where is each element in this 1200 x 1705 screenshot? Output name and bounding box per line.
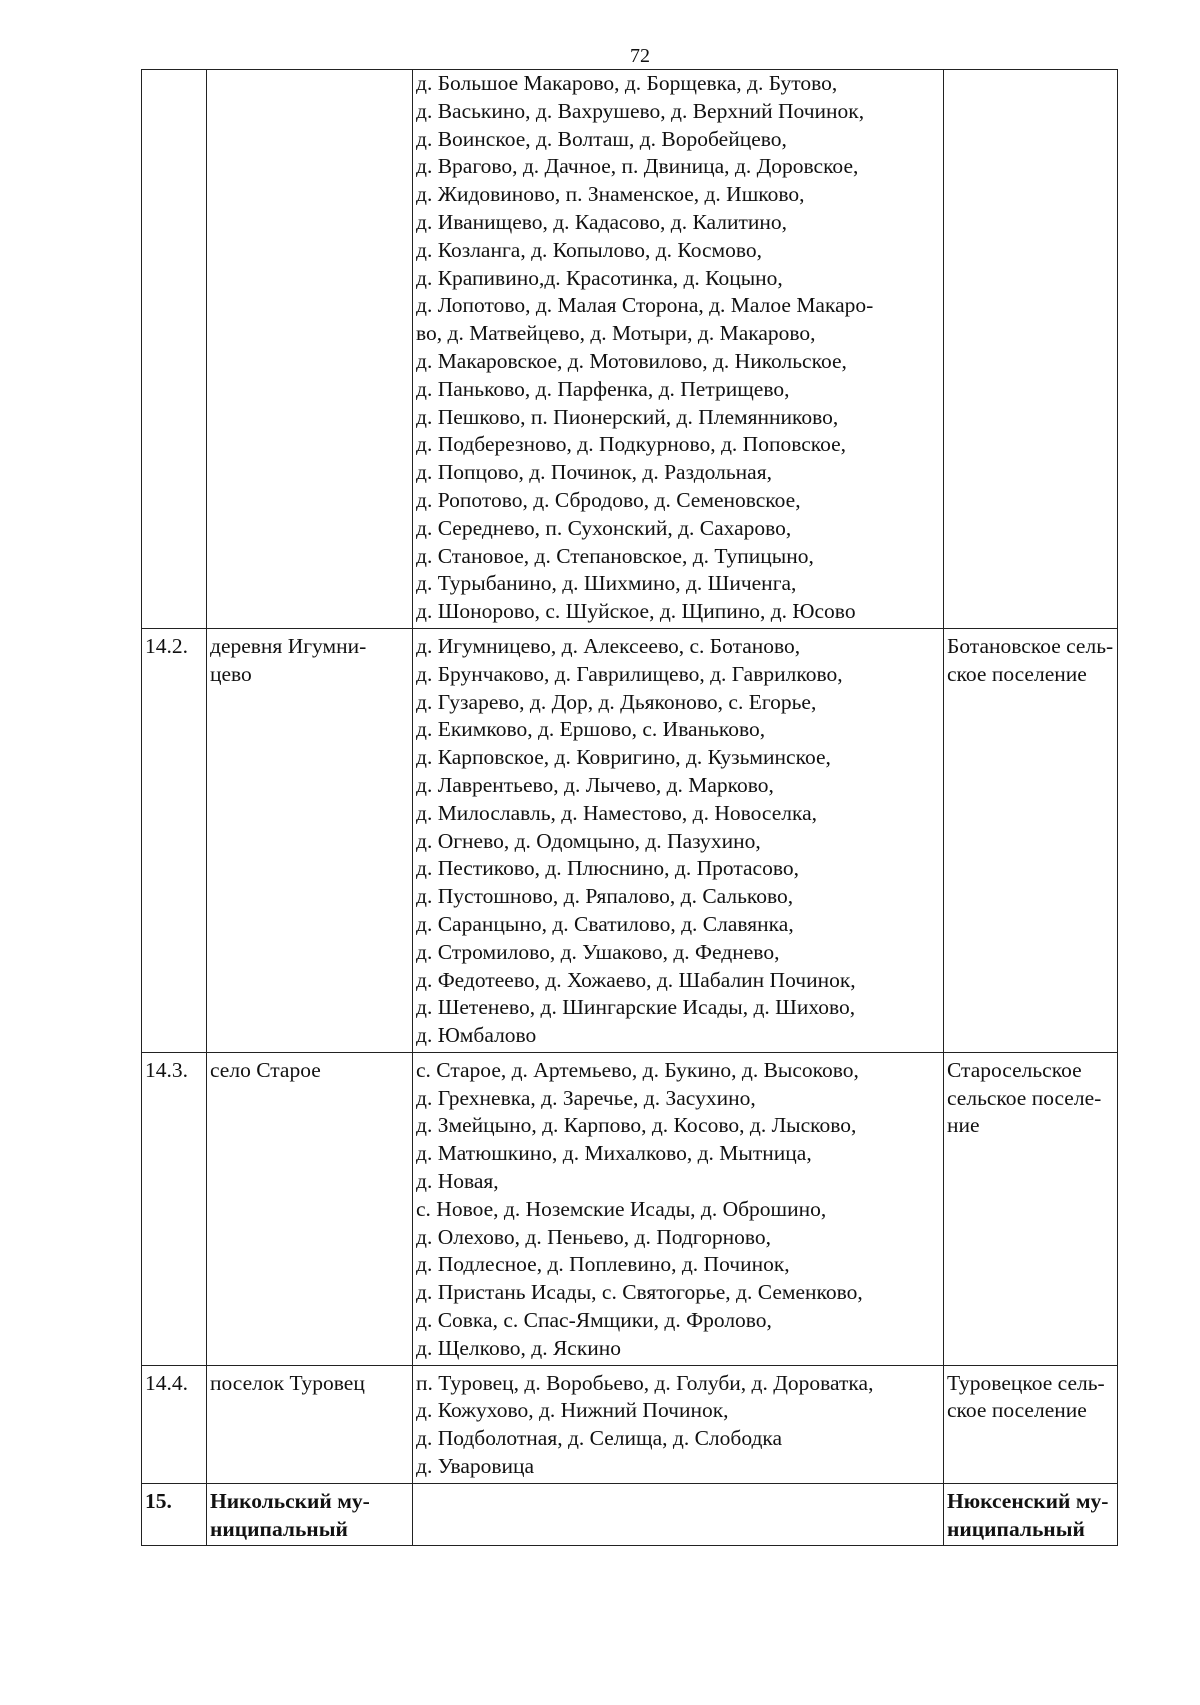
settlements-line: д. Стромилово, д. Ушаково, д. Федневo,: [416, 939, 780, 964]
settlements-line: д. Матюшкино, д. Михалково, д. Мытница,: [416, 1141, 812, 1166]
settlements-cell: [413, 628, 944, 1052]
row-number: 14.2.: [145, 633, 188, 658]
settlements-line: д. Брунчаково, д. Гаврилищево, д. Гаврилково,: [416, 661, 843, 686]
administrative-center-line: цево: [210, 661, 252, 686]
settlement-type-line: Старосельское: [947, 1057, 1082, 1082]
settlements-cell: [413, 70, 944, 629]
settlements-line: д. Игумницево, д. Алексеево, с. Ботаново,: [416, 633, 801, 658]
settlements-line: во, д. Матвейцево, д. Мотыри, д. Макарово,: [416, 321, 816, 346]
settlements-line: д. Ропотово, д. Сбродово, д. Семеновское,: [416, 487, 801, 512]
settlements-line: д. Жидовиново, п. Знаменское, д. Ишково,: [416, 182, 805, 207]
settlements-line: д. Васькино, д. Вахрушево, д. Верхний Починок,: [416, 98, 865, 123]
administrative-center-cell: [207, 1052, 413, 1365]
settlements-line: д. Крапивино,д. Красотинка, д. Коцыно,: [416, 265, 783, 290]
settlements-cell: [413, 1365, 944, 1483]
settlements-line: д. Екимково, д. Ершово, с. Иваньково,: [416, 717, 766, 742]
settlements-line: д. Пестиково, д. Плюснино, д. Протасово,: [416, 856, 799, 881]
settlement-type-cell: [944, 628, 1118, 1052]
administrative-center-cell: [207, 628, 413, 1052]
settlements-line: д. Подболотная, д. Селища, д. Слободка: [416, 1426, 783, 1451]
table-row: [142, 628, 1118, 1052]
settlement-type-line: ское поселение: [947, 661, 1087, 686]
settlements-line: д. Грехневка, д. Заречье, д. Засухино,: [416, 1085, 756, 1110]
administrative-center-cell: [207, 70, 413, 629]
settlements-line: д. Лаврентьево, д. Лычево, д. Марково,: [416, 772, 774, 797]
administrative-center-line: Никольский му-: [210, 1488, 370, 1513]
settlement-type-line: ние: [947, 1113, 980, 1138]
settlements-line: д. Карповское, д. Ковригино, д. Кузьминское,: [416, 745, 831, 770]
settlements-line: д. Змейцыно, д. Карпово, д. Косово, д. Лысково,: [416, 1113, 857, 1138]
row-number: 15.: [145, 1488, 172, 1513]
administrative-center-line: село Старое: [210, 1057, 321, 1082]
settlements-line: д. Шонорово, с. Шуйское, д. Щипино, д. Юсово: [416, 599, 856, 624]
settlements-line: п. Туровец, д. Воробьево, д. Голуби, д. Дороватка,: [416, 1370, 874, 1395]
row-number-cell: [142, 1052, 207, 1365]
administrative-center-cell: [207, 1365, 413, 1483]
settlements-line: д. Козланга, д. Копылово, д. Космово,: [416, 237, 763, 262]
settlements-cell: [413, 1483, 944, 1546]
settlements-line: д. Пристань Исады, с. Святогорье, д. Семенково,: [416, 1280, 863, 1305]
settlements-line: д. Паньково, д. Парфенка, д. Петрищево,: [416, 376, 790, 401]
settlements-line: д. Становое, д. Степановское, д. Тупицыно,: [416, 543, 814, 568]
settlement-type-line: ское поселение: [947, 1398, 1087, 1423]
settlements-line: д. Макаровское, д. Мотовилово, д. Никольское,: [416, 348, 847, 373]
settlement-type-cell: [944, 1052, 1118, 1365]
settlements-line: д. Врагово, д. Дачное, п. Двиница, д. Доровское,: [416, 154, 859, 179]
settlements-line: д. Попцово, д. Починок, д. Раздольная,: [416, 460, 772, 485]
settlement-type-line: Ботановское сель-: [947, 633, 1114, 658]
settlements-line: д. Лопотово, д. Малая Сторона, д. Малое Макаро-: [416, 293, 874, 318]
settlements-line: д. Федотеево, д. Хожаево, д. Шабалин Починок,: [416, 967, 856, 992]
settlements-line: с. Новое, д. Ноземские Исады, д. Оброшино,: [416, 1196, 827, 1221]
settlement-type-line: Нюксенский му-: [947, 1488, 1109, 1513]
administrative-center-line: поселок Туровец: [210, 1370, 365, 1395]
settlements-line: д. Олехово, д. Пеньево, д. Подгорново,: [416, 1224, 771, 1249]
row-number-cell: [142, 1365, 207, 1483]
table-row: [142, 70, 1118, 629]
administrative-center-cell: [207, 1483, 413, 1546]
settlements-line: д. Гузарево, д. Дор, д. Дьяконово, с. Егорье,: [416, 689, 817, 714]
settlements-line: д. Милославль, д. Наместово, д. Новоселка,: [416, 800, 818, 825]
settlements-line: д. Шетеневo, д. Шингарские Исады, д. Шихово,: [416, 995, 856, 1020]
row-number-cell: [142, 628, 207, 1052]
settlements-line: д. Огнево, д. Одомцыно, д. Пазухино,: [416, 828, 761, 853]
settlements-line: д. Турыбанино, д. Шихмино, д. Шиченга,: [416, 571, 797, 596]
page-number: 72: [630, 45, 650, 67]
settlements-line: д. Большое Макарово, д. Борщевка, д. Бутово,: [416, 71, 838, 95]
row-number: 14.4.: [145, 1370, 188, 1395]
settlement-type-cell: [944, 1365, 1118, 1483]
settlements-cell: [413, 1052, 944, 1365]
settlements-line: д. Подлесное, д. Поплевино, д. Починок,: [416, 1252, 790, 1277]
settlements-line: д. Щелково, д. Яскино: [416, 1335, 622, 1360]
settlements-line: д. Кожухово, д. Нижний Починок,: [416, 1398, 729, 1423]
settlement-type-line: Туровецкое сель-: [947, 1370, 1105, 1395]
settlement-type-cell: [944, 1483, 1118, 1546]
settlement-type-cell: [944, 70, 1118, 629]
settlements-line: д. Совка, с. Спас-Ямщики, д. Фролово,: [416, 1308, 772, 1333]
row-number: 14.3.: [145, 1057, 188, 1082]
settlement-type-line: ниципальный: [947, 1516, 1085, 1541]
administrative-center-line: деревня Игумни-: [210, 633, 367, 658]
settlements-line: д. Воинское, д. Волташ, д. Воробейцево,: [416, 126, 787, 151]
settlements-line: д. Пешково, п. Пионерский, д. Племянниково,: [416, 404, 839, 429]
table-row: [142, 1052, 1118, 1365]
administrative-center-line: ниципальный: [210, 1516, 348, 1541]
table-row: [142, 1483, 1118, 1546]
settlements-line: д. Иванищево, д. Кадасово, д. Калитино,: [416, 209, 788, 234]
table-row: [142, 1365, 1118, 1483]
settlements-line: д. Уваровица: [416, 1454, 535, 1479]
table-body: [142, 70, 1118, 1546]
settlements-table: [141, 69, 1118, 1546]
row-number-cell: [142, 1483, 207, 1546]
settlements-line: д. Пустошново, д. Ряпалово, д. Сальково,: [416, 884, 794, 909]
settlements-line: д. Середнево, п. Сухонский, д. Сахарово,: [416, 515, 792, 540]
settlements-line: с. Старое, д. Артемьево, д. Букино, д. Высоково,: [416, 1057, 859, 1082]
settlements-line: д. Саранцыно, д. Сватилово, д. Славянка,: [416, 911, 794, 936]
settlements-line: д. Юмбалово: [416, 1023, 537, 1048]
settlement-type-line: сельское поселе-: [947, 1085, 1102, 1110]
row-number-cell: [142, 70, 207, 629]
settlements-line: д. Подберезново, д. Подкурново, д. Поповское,: [416, 432, 847, 457]
settlements-line: д. Новая,: [416, 1169, 499, 1194]
